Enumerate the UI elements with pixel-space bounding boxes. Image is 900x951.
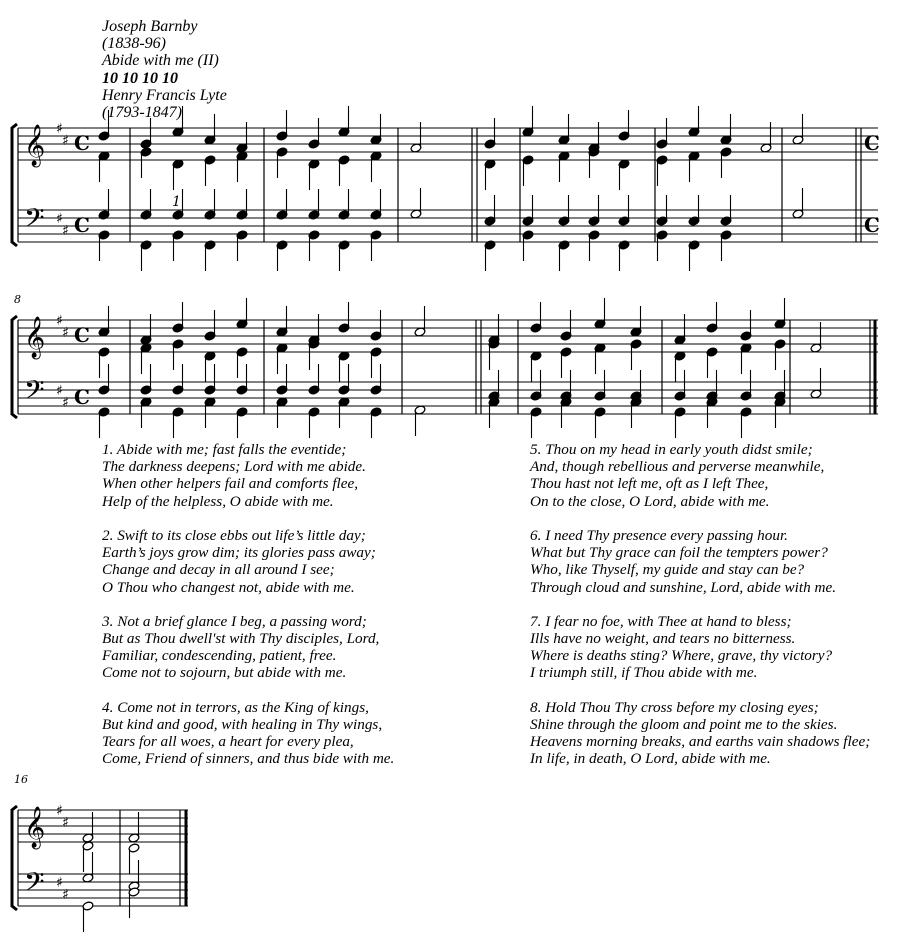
system-bracket [12, 806, 17, 910]
system-bracket [12, 316, 17, 418]
stanza-line: Come not to sojourn, but abide with me. [102, 664, 347, 682]
fingering-number: 1 [172, 194, 181, 210]
stanza-line: 2. Swift to its close ebbs out life’s little day; [102, 526, 366, 544]
sharp-sign: ♯ [62, 815, 69, 831]
stanza-verse [102, 699, 394, 768]
sharp-sign: ♯ [56, 803, 63, 819]
time-signature: C [864, 213, 880, 237]
stanza-line: 8. Hold Thou Thy cross before my closing eyes; [530, 698, 819, 716]
treble-clef: 𝄞 [24, 125, 46, 166]
stanza-line: But as Thou dwell'st with Thy disciples, Lord, [102, 630, 380, 648]
system-bracket [12, 124, 17, 246]
stanza-line: What but Thy grace can foil the tempters power? [530, 544, 828, 562]
time-signature: C [74, 213, 90, 237]
sharp-sign: ♯ [56, 383, 63, 399]
bass-clef: 𝄢 [24, 866, 45, 904]
stanza-verse [102, 527, 394, 596]
time-signature: C [74, 323, 90, 347]
stanza-verse [530, 699, 870, 768]
stanza-verse [102, 441, 394, 510]
stanza-line: 3. Not a brief glance I beg, a passing word; [102, 612, 367, 630]
stanza-line: On to the close, O Lord, abide with me. [530, 492, 770, 510]
time-signature: C [74, 385, 90, 409]
stanza-line: 1. Abide with me; fast falls the eventide; [102, 441, 347, 458]
stanza-line: But kind and good, with healing in Thy wings, [102, 716, 383, 733]
time-signature: C [864, 131, 880, 155]
stanza-line: Through cloud and sunshine, Lord, abide with me. [530, 578, 837, 596]
author-name: Henry Francis Lyte [102, 86, 227, 104]
composer-dates: (1838-96) [102, 35, 166, 53]
treble-clef: 𝄞 [24, 807, 46, 848]
stanza-verse [530, 527, 870, 596]
stanza-line: Familiar, condescending, patient, free. [102, 647, 337, 665]
stanza-line: 5. Thou on my head in early youth didst smile; [530, 441, 813, 458]
stanza-line: Help of the helpless, O abide with me. [102, 492, 334, 510]
sharp-sign: ♯ [62, 133, 69, 149]
sharp-sign: ♯ [62, 395, 69, 411]
sharp-sign: ♯ [62, 223, 69, 239]
stanza-line: 6. I need Thy presence every passing hour. [530, 526, 788, 544]
sharp-sign: ♯ [56, 211, 63, 227]
measure-number: 8 [14, 293, 21, 306]
author-dates: (1793-1847) [102, 104, 182, 122]
stanza-line: I triumph still, if Thou abide with me. [530, 664, 758, 682]
bass-clef: 𝄢 [24, 202, 45, 240]
measure-number: 16 [14, 773, 28, 786]
stanza-line: Come, Friend of sinners, and thus bide with me. [102, 750, 395, 768]
stanza-verse [102, 613, 394, 682]
bass-clef: 𝄢 [24, 374, 45, 412]
time-signature: C [74, 131, 90, 155]
stanza-line: Earth’s joys grow dim; its glories pass away; [102, 544, 376, 562]
treble-clef: 𝄞 [24, 317, 46, 358]
sharp-sign: ♯ [56, 875, 63, 891]
stanza-verse [530, 613, 870, 682]
stanza-line: Who, like Thyself, my guide and stay can be? [530, 561, 805, 579]
stanza-line: Heavens morning breaks, and earths vain shadows flee; [530, 733, 871, 751]
stanza-line: The darkness deepens; Lord with me abide. [102, 458, 366, 476]
stanza-line: In life, in death, O Lord, abide with me. [530, 750, 771, 768]
stanza-line: Shine through the gloom and point me to the skies. [530, 716, 838, 733]
stanzas-right-column [530, 441, 870, 785]
stanza-line: Tears for all woes, a heart for every plea, [102, 733, 354, 751]
stanza-line: Thou hast not left me, oft as I left Thee, [530, 475, 769, 493]
stanza-line: Where is deaths sting? Where, grave, thy victory? [530, 647, 833, 665]
stanzas-left-column [102, 441, 394, 785]
stanza-line: O Thou who changest not, abide with me. [102, 578, 355, 596]
stanza-line: 4. Come not in terrors, as the King of kings, [102, 698, 369, 716]
meter: 10 10 10 10 [102, 69, 178, 87]
sharp-sign: ♯ [62, 887, 69, 903]
stanza-line: Ills have no weight, and tears no bitterness. [530, 630, 796, 648]
stanza-verse [530, 441, 870, 510]
sharp-sign: ♯ [62, 325, 69, 341]
stanza-line: When other helpers fail and comforts flee, [102, 475, 359, 493]
sharp-sign: ♯ [56, 121, 63, 137]
stanza-line: And, though rebellious and perverse meanwhile, [530, 458, 825, 476]
stanza-line: Change and decay in all around I see; [102, 561, 335, 579]
composer-name: Joseph Barnby [102, 18, 198, 35]
stanza-line: 7. I fear no foe, with Thee at hand to bless; [530, 612, 792, 630]
sharp-sign: ♯ [56, 313, 63, 329]
tune-name: Abide with me (II) [102, 52, 219, 70]
